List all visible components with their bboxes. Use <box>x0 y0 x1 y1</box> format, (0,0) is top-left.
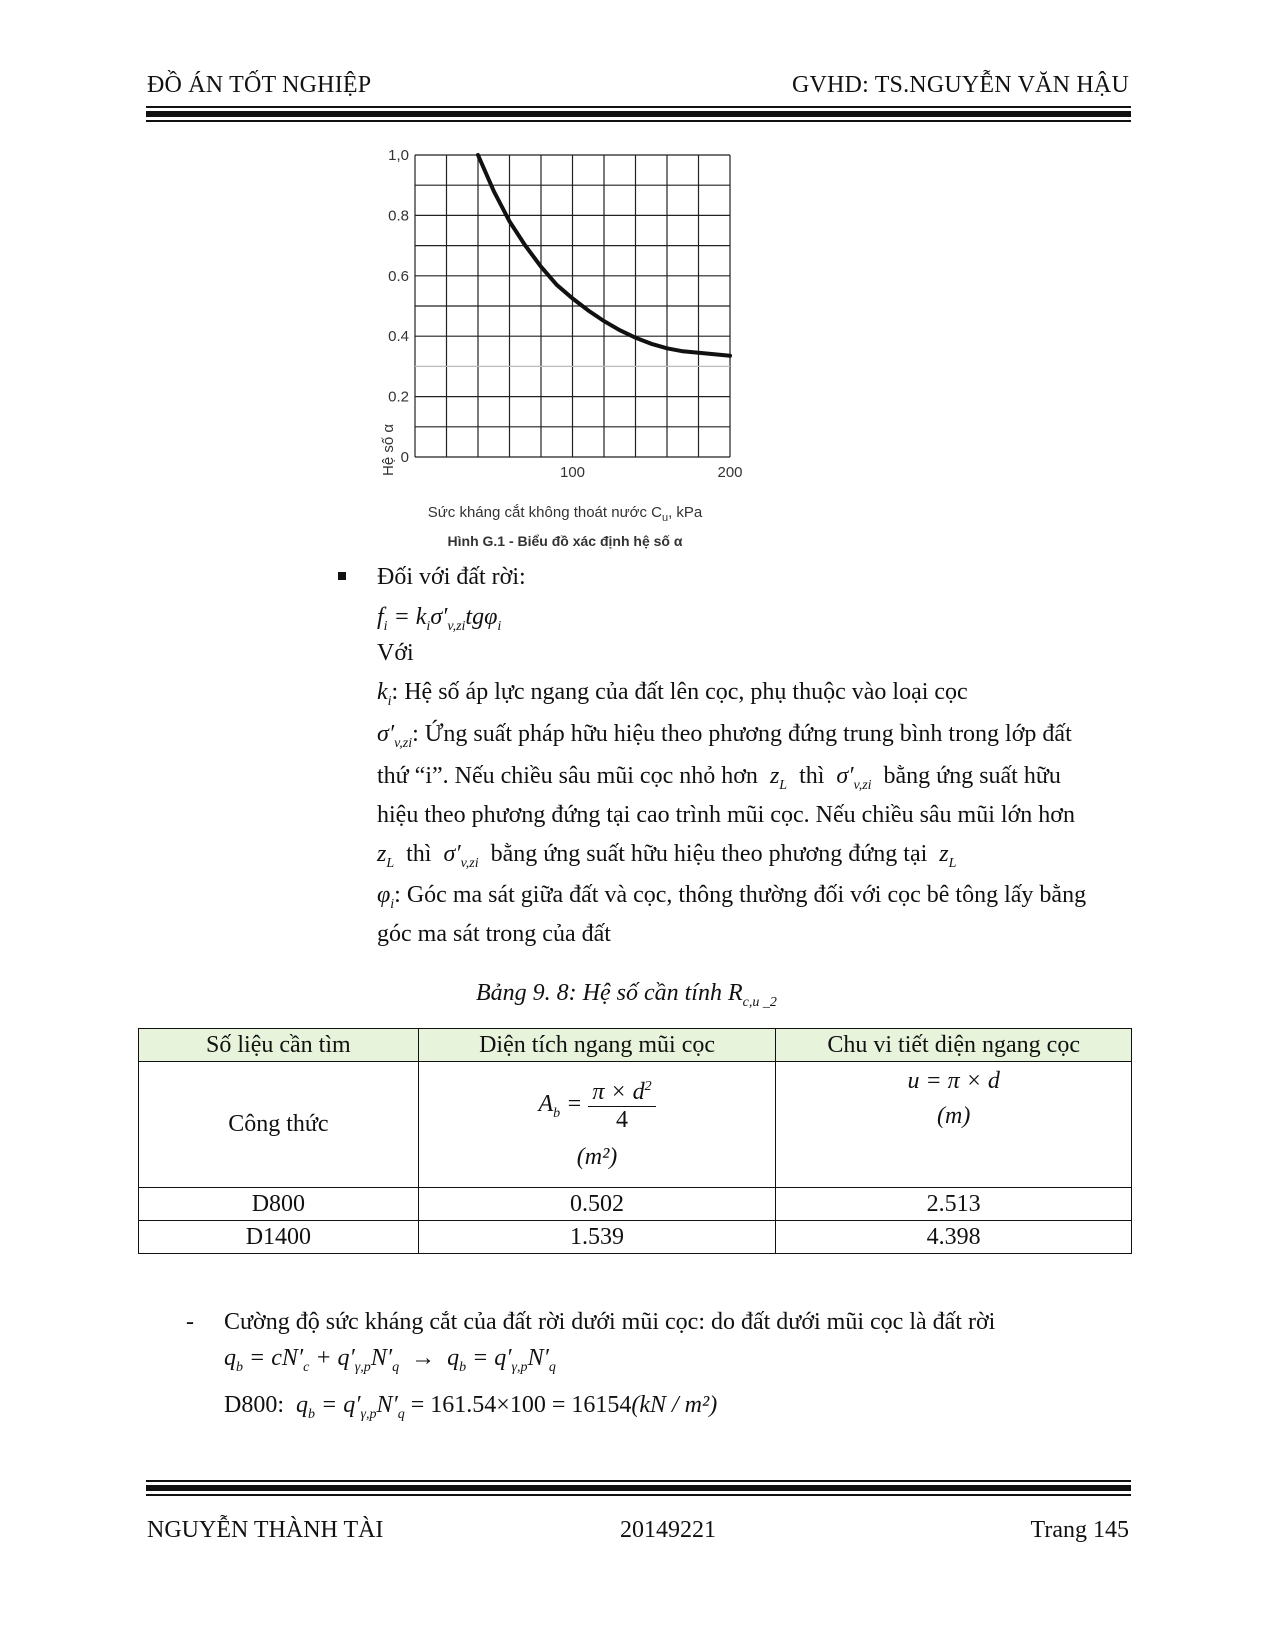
list-dash: - <box>186 1309 194 1335</box>
perimeter-formula-cell <box>776 1062 1132 1188</box>
sigma-definition-line1: $\sigma'_{v,zi}$: Ứng suất pháp hữu hiệu theo phương đứng trung bình trong lớp đất <box>377 721 1072 751</box>
alpha-chart <box>375 150 775 565</box>
phi-definition-line1: $\varphi_i$: Góc ma sát giữa đất và cọc, thông thường đối với cọc bê tông lấy bằng <box>377 882 1087 912</box>
perimeter-unit: (m) <box>937 1103 971 1129</box>
y-tick-labels <box>388 150 409 466</box>
footer-page-number: Trang 145 <box>1030 1517 1129 1543</box>
x-tick-label: 200 <box>717 464 743 481</box>
table-row: D800 0.502 2.513 <box>139 1188 1132 1221</box>
table-header-row <box>139 1029 1132 1062</box>
header-right: GVHD: TS.NGUYỄN VĂN HẬU <box>791 72 1129 98</box>
y-tick-label: 0.8 <box>388 207 409 225</box>
x-tick-label: 100 <box>559 464 586 481</box>
header-rule-bottom <box>146 120 1131 122</box>
footer-rule-thick <box>146 1485 1131 1491</box>
phi-definition-line2: góc ma sát trong của đất <box>377 921 611 947</box>
x-tick-labels <box>560 464 743 481</box>
sigma-definition-line3: hiệu theo phương đứng tại cao trình mũi cọc. Nếu chiều sâu mũi lớn hơn <box>377 802 1075 828</box>
sigma-definition-line2: thứ “i”. Nếu chiều sâu mũi cọc nhỏ hơn $z_L$ thì $\sigma'_{v,zi}$ bằng ứng suất hữu <box>377 763 1061 793</box>
chart-title: Hình G.1 - Biểu đồ xác định hệ số α <box>447 533 683 549</box>
header-rule-thick <box>146 111 1131 117</box>
footer-rule-top <box>146 1480 1131 1482</box>
footer-author: NGUYỄN THÀNH TÀI <box>147 1517 384 1543</box>
alpha-chart-svg <box>375 150 775 560</box>
table-caption: Bảng 9. 8: Hệ số cần tính $R_{c,u \_2}$ <box>476 980 777 1010</box>
table-row: D1400 1.539 4.398 <box>139 1221 1132 1254</box>
footer-student-id: 20149221 <box>620 1517 716 1543</box>
with-label: Với <box>377 640 414 666</box>
area-formula-cell: $A_b$ = $\frac{\pi \times d^2}{4}$ (m²) <box>418 1062 776 1188</box>
qb-formula: $q_b = cN'_c + q'_{\gamma,p}N'_q \to q_b = q'_{\gamma,p}N'_q$ <box>224 1345 556 1375</box>
table-header: Diện tích ngang mũi cọc <box>418 1029 776 1062</box>
footer-rule-bottom <box>146 1494 1131 1496</box>
sigma-definition-line4: $z_L$ thì $\sigma'_{v,zi}$ bằng ứng suất hữu hiệu theo phương đứng tại $z_L$ <box>377 841 957 871</box>
header-left: ĐỒ ÁN TỐT NGHIỆP <box>147 72 372 98</box>
y-tick-label: 0.2 <box>388 388 409 406</box>
table-header: Chu vi tiết diện ngang cọc <box>776 1029 1132 1062</box>
header-rule-top <box>146 106 1131 108</box>
y-tick-label: 0.6 <box>388 267 409 285</box>
coefficient-table <box>138 1028 1132 1254</box>
y-axis-label: Hệ số α <box>380 423 397 477</box>
bullet-title: Đối với đất rời: <box>377 564 526 590</box>
d800-result: D800: $q_b = q'_{\gamma,p}N'_q = 161.54\times 100 = 16154(kN / m^2)$ <box>224 1392 718 1422</box>
bullet-marker <box>338 572 346 580</box>
y-tick-label: 1,0 <box>388 150 409 164</box>
formula-fi: $f_i = k_i\sigma'_{v,zi}tg\varphi_i$ <box>377 604 502 634</box>
table-row-formula <box>139 1062 1132 1188</box>
formula-label: Công thức <box>139 1062 419 1188</box>
bearing-text: Cường độ sức kháng cắt của đất rời dưới mũi cọc: do đất dưới mũi cọc là đất rời <box>224 1309 996 1335</box>
table-header: Số liệu cần tìm <box>139 1029 419 1062</box>
ki-definition: $k_i$: Hệ số áp lực ngang của đất lên cọc, phụ thuộc vào loại cọc <box>377 679 968 709</box>
area-unit: (m²) <box>576 1143 618 1170</box>
y-tick-label: 0.4 <box>388 328 409 346</box>
x-axis-label: Sức kháng cắt không thoát nước $C_u$, kPa <box>427 504 703 524</box>
y-tick-label: 0 <box>400 449 409 466</box>
chart-grid <box>415 155 730 457</box>
perimeter-formula: u = π × d <box>907 1068 1000 1094</box>
